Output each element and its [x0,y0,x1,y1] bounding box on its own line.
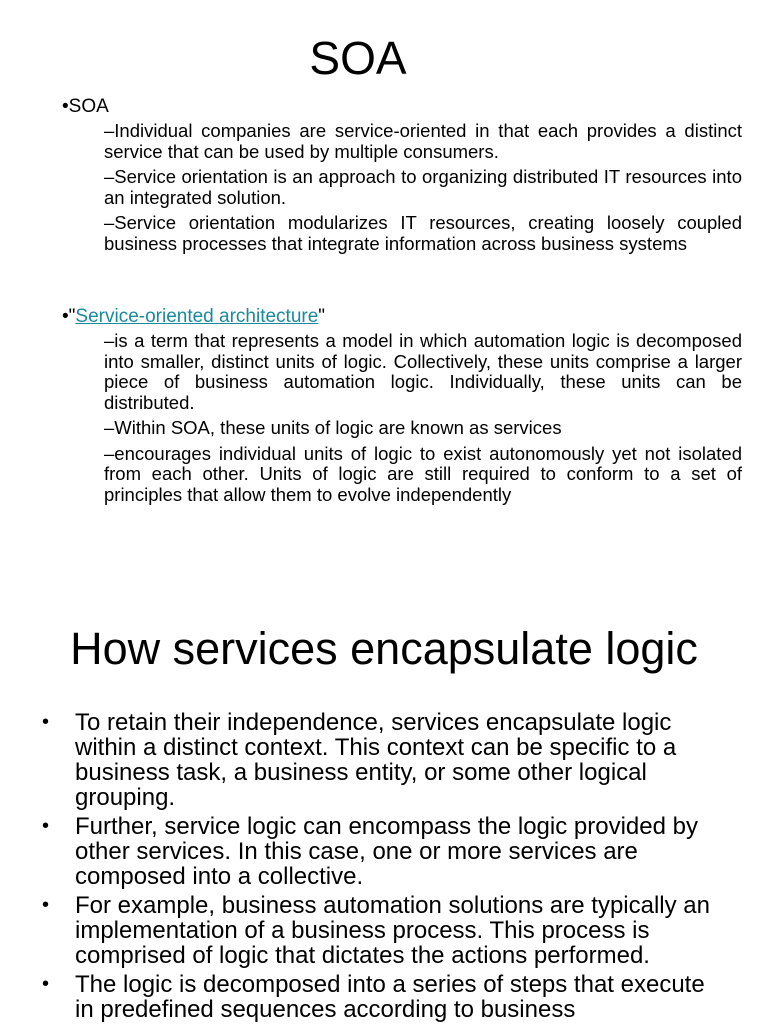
bullet-soa-architecture [62,306,742,328]
slide-title-encapsulate-logic: How services encapsulate logic [70,623,698,674]
bullet-suffix: " [318,306,326,327]
bullet-soa: •SOA [62,96,109,117]
bullet-icon: • [42,894,50,916]
section-soa [62,96,742,259]
architecture-sub-item: –encourages individual units of logic to exist autonomously yet not isolated from each other. Units of logic are still required to conform to a set of principles that allow them to evolve independently [104,442,742,505]
soa-sub-item: –Service orientation is an approach to organizing distributed IT resources into an integrated solution. [104,166,742,208]
list-item [40,893,730,968]
architecture-sub-item: –Within SOA, these units of logic are known as services [104,417,562,438]
architecture-sub-list [62,331,742,505]
section-soa-architecture [62,306,742,510]
list-item-text: The logic is decomposed into a series of steps that execute in predefined sequences according to business [75,971,705,1023]
slide-title-soa: SOA [309,32,407,84]
soa-architecture-link[interactable]: Service-oriented architecture [75,306,319,327]
list-item [40,972,730,1022]
soa-sub-list [62,121,742,254]
encapsulate-logic-list [40,710,730,1026]
architecture-sub-item: –is a term that represents a model in which automation logic is decomposed into smaller, distinct units of logic. Collectively, these units comprise a larger piece of business automation logic. Individually, these units can be distributed. [104,330,742,413]
bullet-prefix: •" [62,306,76,327]
list-item-text: For example, business automation solutions are typically an implementation of a business process. This process is comprised of logic that dictates the actions performed. [75,892,710,969]
list-item-text: To retain their independence, services encapsulate logic within a distinct context. This context can be specific to a business task, a business entity, or some other logical grouping. [75,709,677,811]
list-item [40,814,730,889]
bullet-icon: • [42,815,50,837]
soa-sub-item: –Service orientation modularizes IT resources, creating loosely coupled business processes that integrate information across business systems [104,212,742,254]
list-item [40,710,730,810]
list-item-text: Further, service logic can encompass the logic provided by other services. In this case, one or more services are composed into a collective. [75,813,698,890]
bullet-icon: • [42,711,50,733]
soa-sub-item: –Individual companies are service-oriented in that each provides a distinct service that can be used by multiple consumers. [104,120,742,162]
bullet-icon: • [42,973,50,995]
